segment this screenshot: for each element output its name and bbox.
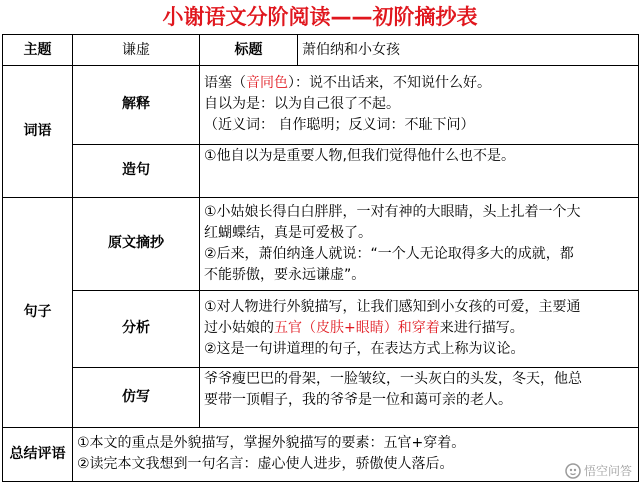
summary-row	[3, 427, 639, 481]
sentences-category: 句子	[3, 197, 73, 427]
explain-line-1: 语塞（音同色）：说不出话来，不知说什么好。	[204, 75, 491, 92]
sentence-text: ①他自以为是重要人物,但我们觉得他什么也不是。	[200, 144, 639, 197]
sentence-label: 造句	[73, 144, 200, 197]
pronunciation-note: 音同色	[246, 75, 288, 92]
explain-line-2: 自以为是：以为自己很了不起。	[204, 96, 400, 113]
analysis-text	[200, 290, 639, 367]
title-label: 标题	[200, 35, 298, 66]
analysis-line-3: ②这是一句讲道理的句子，在表达方式上称为议论。	[204, 341, 525, 358]
summary-text	[73, 427, 639, 481]
watermark-text: 悟空问答	[583, 464, 632, 478]
summary-line: ②读完本文我想到一句名言：虚心使人进步，骄傲使人落后。	[77, 456, 454, 473]
imitate-text	[200, 368, 639, 428]
imitate-line: 要带一顶帽子，我的爷爷是一位和蔼可亲的老人。	[204, 392, 512, 409]
header-row	[3, 35, 639, 66]
explain-line-3: （近义词： 自作聪明；反义词：不耻下问）	[204, 117, 475, 134]
words-category: 词语	[3, 66, 73, 198]
wukong-logo-icon	[565, 463, 581, 479]
watermark	[565, 462, 632, 479]
analysis-line-2: 过小姑娘的五官（皮肤+眼睛）和穿着来进行描写。	[204, 320, 524, 337]
excerpt-text	[200, 197, 639, 290]
summary-label: 总结评语	[3, 427, 73, 481]
excerpt-row	[3, 197, 639, 290]
excerpt-table	[2, 34, 639, 482]
explain-label: 解释	[73, 66, 200, 144]
imitate-line: 爷爷瘦巴巴的骨架，一脸皱纹，一头灰白的头发，冬天，他总	[204, 371, 582, 388]
imitate-row	[3, 368, 639, 428]
excerpt-line: 不能骄傲，要永远谦虚”。	[204, 266, 366, 283]
excerpt-line: ②后来，萧伯纳逢人就说：“一个人无论取得多大的成就，都	[204, 245, 574, 262]
explain-text	[200, 66, 639, 144]
theme-value: 谦虚	[73, 35, 200, 66]
imitate-label: 仿写	[73, 368, 200, 428]
analysis-line-1: ①对人物进行外貌描写，让我们感知到小女孩的可爱，主要通	[204, 299, 581, 316]
excerpt-label: 原文摘抄	[73, 197, 200, 290]
highlight-text: 五官（皮肤+眼睛）和穿着	[274, 320, 440, 337]
page-title: 小谢语文分阶阅读——初阶摘抄表	[162, 5, 478, 29]
excerpt-line: 红蝴蝶结，真是可爱极了。	[204, 224, 372, 241]
analysis-row	[3, 290, 639, 367]
theme-label: 主题	[3, 35, 73, 66]
title-value: 萧伯纳和小女孩	[298, 35, 639, 66]
summary-line: ①本文的重点是外貌描写，掌握外貌描写的要素：五官+穿着。	[77, 435, 466, 452]
excerpt-line: ①小姑娘长得白白胖胖，一对有神的大眼睛，头上扎着一个大	[204, 203, 581, 220]
words-sentence-row	[3, 144, 639, 197]
analysis-label: 分析	[73, 290, 200, 367]
words-explain-row	[3, 66, 639, 144]
